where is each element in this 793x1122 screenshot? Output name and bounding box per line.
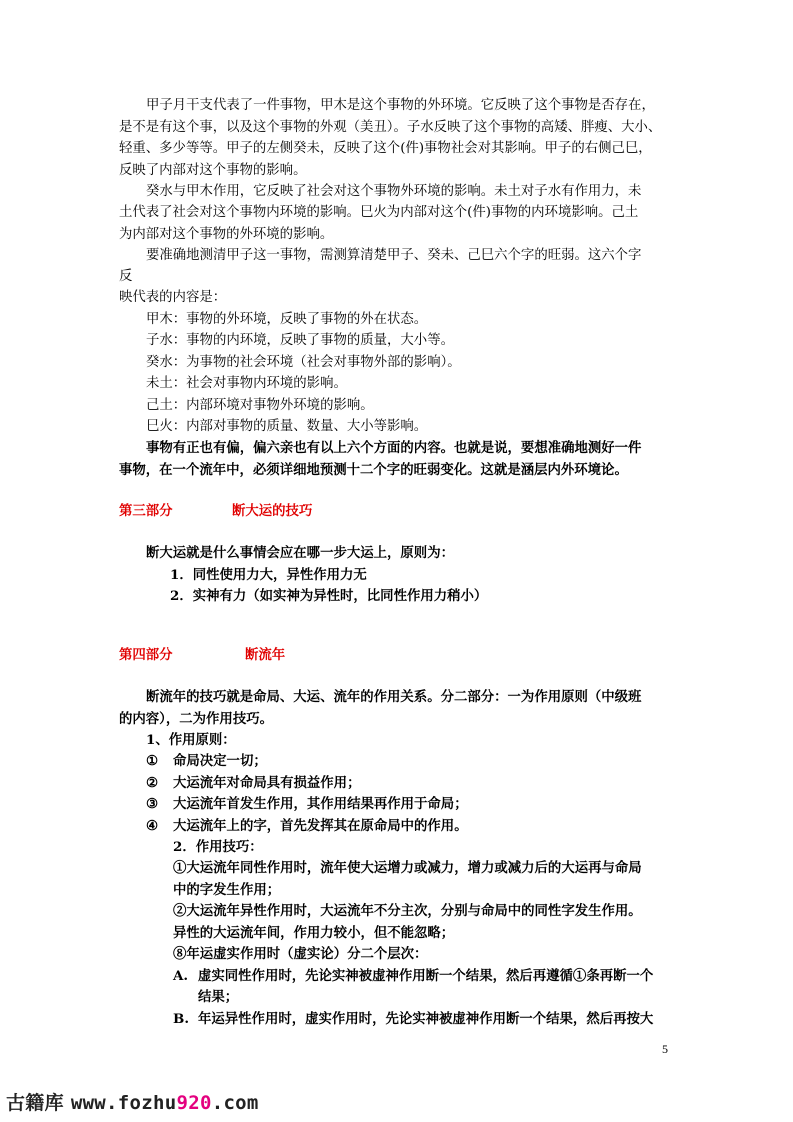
principle-marker: ④ <box>146 818 159 834</box>
list-item: 己土：内部环境对事物外环境的影响。 <box>146 398 374 413</box>
list-item: 甲木：事物的外环境，反映了事物的外在状态。 <box>146 312 428 327</box>
principle-text: 命局决定一切； <box>173 753 267 769</box>
level-text: 结果； <box>198 989 239 1005</box>
principle-text: 大运流年对命局具有损益作用； <box>173 775 361 791</box>
principle-marker: ② <box>146 775 159 791</box>
section-title: 断流年 <box>245 647 286 663</box>
text-line: 甲子月干支代表了一件事物，甲木是这个事物的外环境。它反映了这个事物是否存在， <box>146 98 655 113</box>
principle-text: 大运流年上的字，首先发挥其在原命局中的作用。 <box>173 818 468 834</box>
text-line: 映代表的内容是： <box>119 290 227 305</box>
text-line: 癸水与甲木作用，它反映了社会对这个事物外环境的影响。未土对子水有作用力，未 <box>146 184 642 199</box>
summary-line: 事物有正也有偏，偏六亲也有以上六个方面的内容。也就是说，要想准确地测好一件 <box>146 440 642 456</box>
level-text: 年运异性作用时，虚实作用时，先论实神被虚神作用断一个结果，然后再按大 <box>198 1011 654 1027</box>
text-line: 断流年的技巧就是命局、大运、流年的作用关系。分二部分：一为作用原则（中级班 <box>146 689 642 705</box>
text-line: 反 <box>119 269 133 284</box>
text-line: 是不是有这个事，以及这个事物的外观（美丑）。子水反映了这个事物的高矮、胖瘦、大小、 <box>119 120 662 135</box>
rule-item: 2．实神有力（如实神为异性时，比同性作用力稍小） <box>170 588 488 604</box>
level-marker: A. <box>173 968 189 984</box>
section-label: 第四部分 <box>119 647 173 663</box>
principle-marker: ③ <box>146 796 159 812</box>
skill-line: ⑧年运虚实作用时（虚实论）分二个层次： <box>173 946 428 962</box>
section-title: 断大运的技巧 <box>232 503 313 519</box>
text-line: 要准确地测清甲子这一事物，需测算清楚甲子、癸未、己巳六个字的旺弱。这六个字 <box>146 248 642 263</box>
page-number: 5 <box>662 1042 668 1056</box>
footer-site: www.fozhu920.com <box>70 1092 259 1114</box>
list-item: 巳火：内部对事物的质量、数量、大小等影响。 <box>146 419 428 434</box>
list-item: 子水：事物的内环境，反映了事物的质量，大小等。 <box>146 333 454 348</box>
text-line: 反映了内部对这个事物的影响。 <box>119 163 307 178</box>
section-label: 第三部分 <box>119 503 173 519</box>
text-line: 断大运就是什么事情会应在哪一步大运上，原则为： <box>146 545 454 561</box>
list-item: 未土：社会对事物内环境的影响。 <box>146 376 347 391</box>
subheading: 1、作用原则： <box>146 732 236 748</box>
rule-item: 1．同性使用力大，异性作用力无 <box>170 567 367 583</box>
skill-line: ②大运流年异性作用时，大运流年不分主次，分别与命局中的同性字发生作用。 <box>173 903 642 919</box>
principle-marker: ① <box>146 753 159 769</box>
summary-line: 事物，在一个流年中，必须详细地预测十二个字的旺弱变化。这就是涵层内外环境论。 <box>119 462 628 478</box>
skill-line: 中的字发生作用； <box>173 882 281 898</box>
subheading: 2．作用技巧： <box>173 839 263 855</box>
level-marker: B. <box>173 1011 189 1027</box>
text-line: 为内部对这个事物的外环境的影响。 <box>119 227 334 242</box>
footer-watermark[interactable] <box>6 1088 259 1115</box>
text-line: 轻重、多少等等。甲子的左侧癸未，反映了这个(件)事物社会对其影响。甲子的右侧己巳， <box>119 141 652 156</box>
principle-text: 大运流年首发生作用，其作用结果再作用于命局； <box>173 796 468 812</box>
footer-brand: 古籍库 <box>6 1092 64 1114</box>
skill-line: ①大运流年同性作用时，流年使大运增力或减力，增力或减力后的大运再与命局 <box>173 860 642 876</box>
skill-line: 异性的大运流年间，作用力较小，但不能忽略； <box>173 925 455 941</box>
level-text: 虚实同性作用时，先论实神被虚神作用断一个结果，然后再遵循①条再断一个 <box>198 968 654 984</box>
text-line: 土代表了社会对这个事物内环境的影响。巳火为内部对这个(件)事物的内环境影响。己土 <box>119 205 639 220</box>
list-item: 癸水：为事物的社会环境（社会对事物外部的影响）。 <box>146 355 461 370</box>
text-line: 的内容），二为作用技巧。 <box>119 711 273 727</box>
